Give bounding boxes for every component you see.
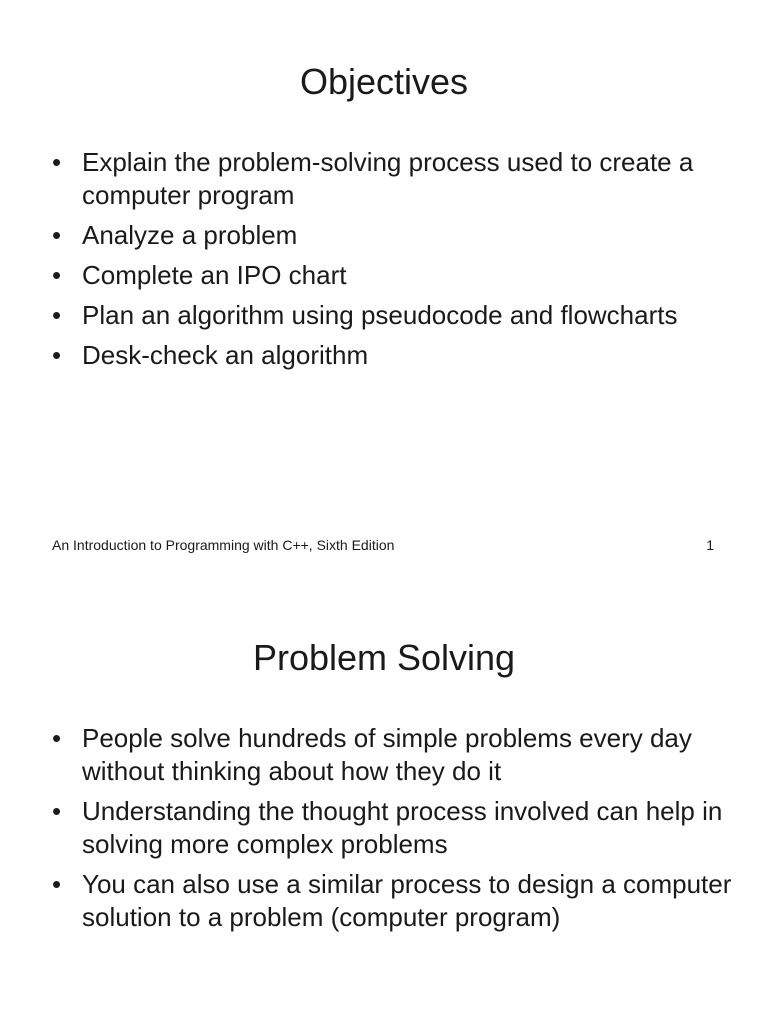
- bullet-item: [52, 146, 732, 212]
- bullet-list: [52, 722, 732, 941]
- bullet-text: You can also use a similar process to design a computer solution to a problem (computer program): [82, 869, 732, 932]
- bullet-text: Explain the problem-solving process used to create a computer program: [82, 147, 694, 210]
- bullet-text: Understanding the thought process involved can help in solving more complex problems: [82, 796, 723, 859]
- bullet-item: [52, 299, 732, 332]
- bullet-item: [52, 722, 732, 788]
- bullet-icon: •: [52, 869, 62, 899]
- footer-book-title: An Introduction to Programming with C++, Sixth Edition: [52, 537, 395, 553]
- bullet-item: [52, 339, 732, 372]
- bullet-text: Plan an algorithm using pseudocode and flowcharts: [82, 300, 678, 330]
- slide-problem-solving: [0, 576, 768, 1024]
- bullet-icon: •: [52, 796, 62, 826]
- bullet-icon: •: [52, 300, 62, 330]
- bullet-icon: •: [52, 220, 62, 250]
- bullet-icon: •: [52, 147, 62, 177]
- slide-title: Problem Solving: [252, 637, 516, 678]
- bullet-text: Analyze a problem: [82, 220, 298, 250]
- bullet-icon: •: [52, 340, 62, 370]
- bullet-icon: •: [52, 260, 62, 290]
- bullet-item: [52, 259, 732, 292]
- bullet-item: [52, 795, 732, 861]
- bullet-text: Complete an IPO chart: [82, 260, 347, 290]
- footer-page-number: 1: [706, 537, 714, 553]
- bullet-icon: •: [52, 723, 62, 753]
- bullet-text: People solve hundreds of simple problems every day without thinking about how they do it: [82, 723, 692, 786]
- slide-title: Objectives: [299, 61, 469, 102]
- bullet-item: [52, 219, 732, 252]
- bullet-text: Desk-check an algorithm: [82, 340, 369, 370]
- bullet-item: [52, 868, 732, 934]
- bullet-list: [52, 146, 732, 379]
